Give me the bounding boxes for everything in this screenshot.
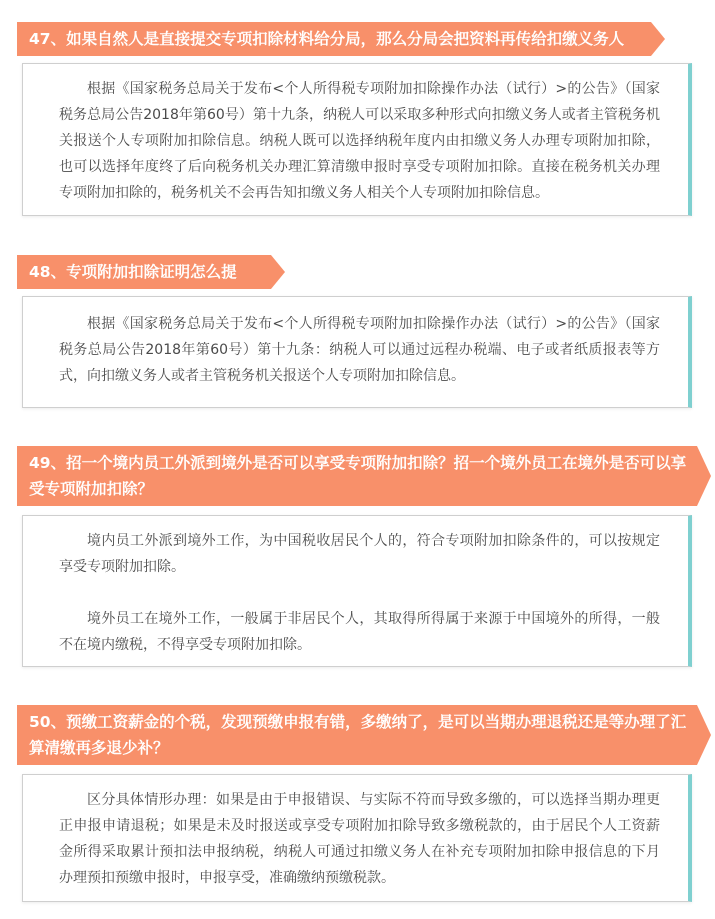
banner-arrow (651, 22, 665, 56)
answer-paragraph: 根据《国家税务总局关于发布<个人所得税专项附加扣除操作办法（试行）>的公告》（国家税务总局公告2018年第60号）第十九条，纳税人可以采取多种形式向扣缴义务人或者主管税务机关报送个人专项附加扣除信息。纳税人既可以选择纳税年度内由扣缴义务人办理专项附加扣除，也可以选择年度终了后向税务机关办理汇算清缴申报时享受专项附加扣除。直接在税务机关办理专项附加扣除的，税务机关不会再告知扣缴义务人相关个人专项附加扣除信息。 (59, 81, 660, 201)
question-text: 50、预缴工资薪金的个税，发现预缴申报有错，多缴纳了，是可以当期办理退税还是等办理了汇算清缴再多退少补？ (29, 713, 687, 757)
question-banner-48 (17, 255, 271, 289)
question-text: 47、如果自然人是直接提交专项扣除材料给分局，那么分局会把资料再传给扣缴义务人 (29, 30, 625, 48)
banner-arrow (697, 446, 711, 506)
question-banner-47 (17, 22, 651, 56)
answer-box-50 (22, 774, 692, 902)
question-text: 48、专项附加扣除证明怎么提 (29, 263, 237, 281)
answer-box-47 (22, 63, 692, 216)
answer-paragraph: 根据《国家税务总局关于发布<个人所得税专项附加扣除操作办法（试行）>的公告》（国家税务总局公告2018年第60号）第十九条：纳税人可以通过远程办税端、电子或者纸质报表等方式，向扣缴义务人或者主管税务机关报送个人专项附加扣除信息。 (59, 316, 660, 384)
question-banner-50 (17, 705, 697, 765)
question-text: 49、招一个境内员工外派到境外是否可以享受专项附加扣除？招一个境外员工在境外是否可以享受专项附加扣除？ (29, 454, 687, 498)
banner-arrow (697, 705, 711, 765)
answer-paragraph: 境外员工在境外工作，一般属于非居民个人，其取得所得属于来源于中国境外的所得，一般不在境内缴税，不得享受专项附加扣除。 (59, 611, 660, 653)
answer-paragraph: 区分具体情形办理：如果是由于申报错误、与实际不符而导致多缴的，可以选择当期办理更正申报申请退税；如果是未及时报送或享受专项附加扣除导致多缴税款的，由于居民个人工资薪金所得采取累计预扣法申报纳税，纳税人可通过扣缴义务人在补充专项附加扣除申报信息的下月办理预扣预缴申报时，申报享受，准确缴纳预缴税款。 (59, 792, 660, 886)
answer-box-49 (22, 515, 692, 667)
banner-arrow (271, 255, 285, 289)
answer-paragraph: 境内员工外派到境外工作，为中国税收居民个人的，符合专项附加扣除条件的，可以按规定享受专项附加扣除。 (59, 533, 660, 575)
answer-box-48 (22, 296, 692, 408)
question-banner-49 (17, 446, 697, 506)
